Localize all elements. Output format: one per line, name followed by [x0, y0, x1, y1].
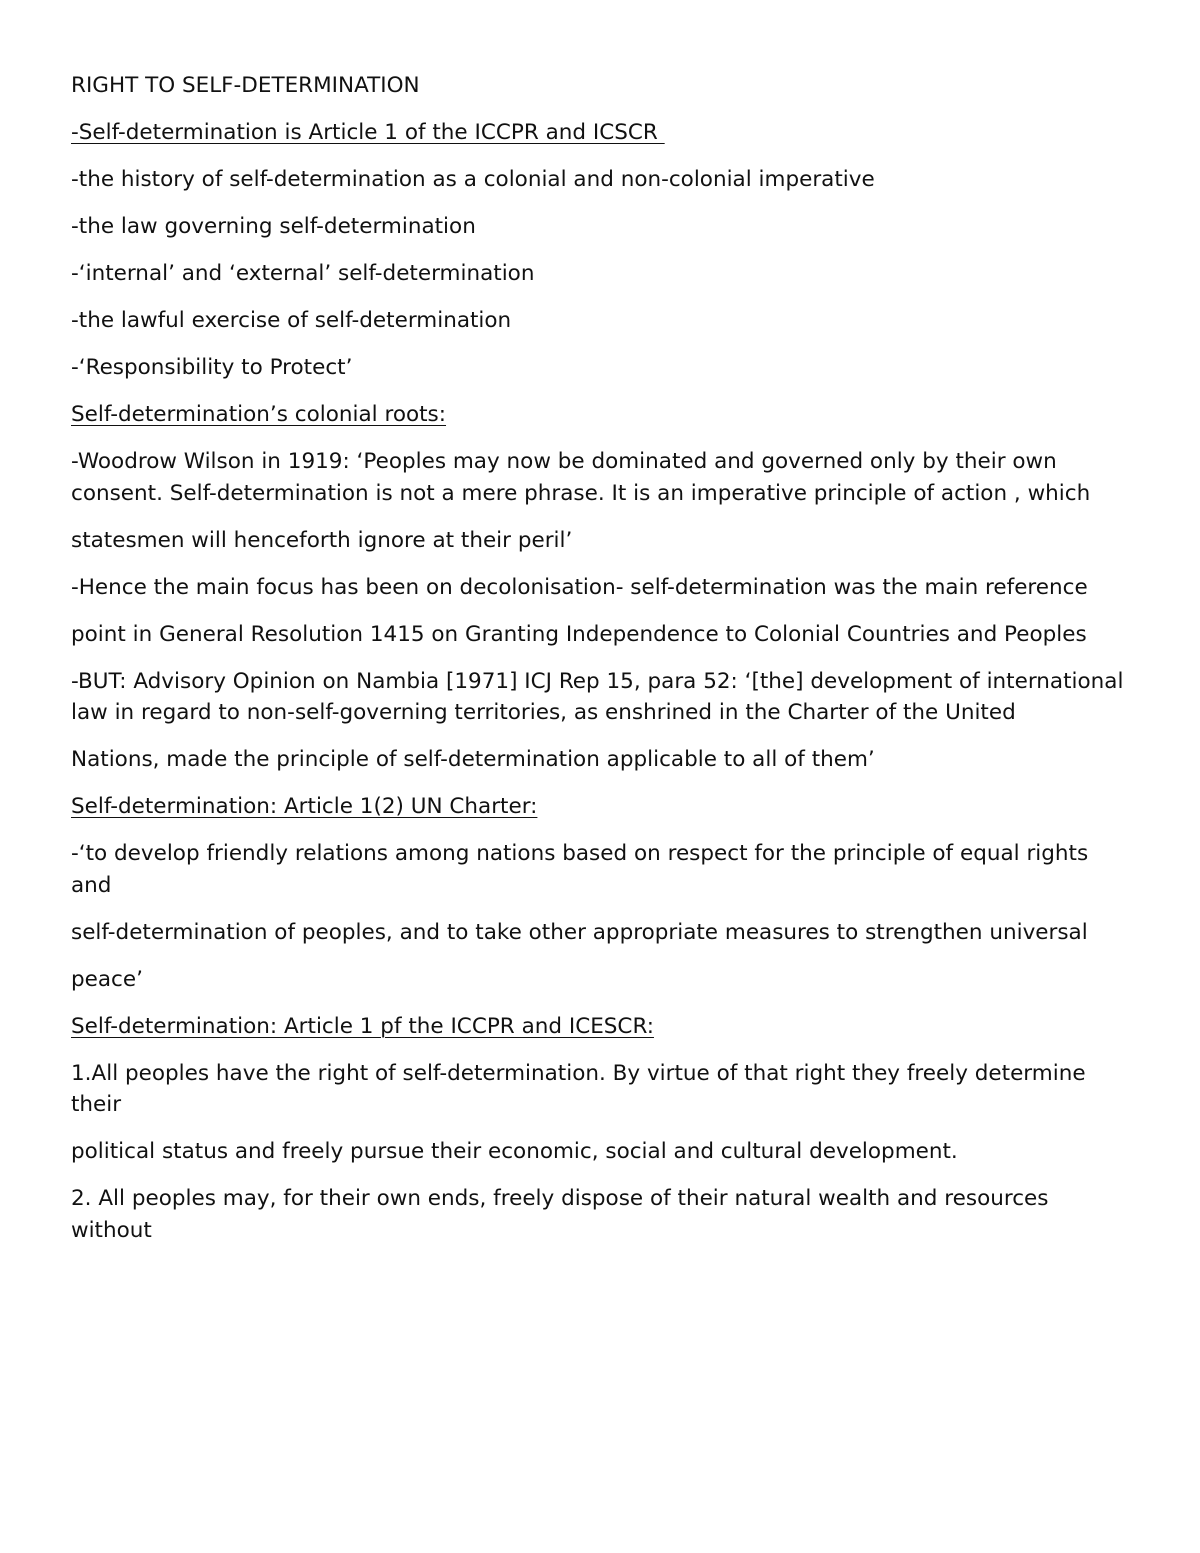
un-charter-quote-continued: self-determination of peoples, and to take other appropriate measures to strengthen universal — [71, 919, 1088, 945]
article-1-clause-1-continued: political status and freely pursue their economic, social and cultural development. — [71, 1139, 958, 1164]
document-body — [71, 70, 1131, 1262]
article-1-clause-1: 1.All peoples have the right of self-determination. By virtue of that right they freely determine their — [71, 1060, 1093, 1117]
document-title: RIGHT TO SELF-DETERMINATION — [71, 73, 420, 98]
intro-heading: -Self-determination is Article 1 of the ICCPR and ICSCR — [71, 120, 665, 145]
un-charter-quote: -‘to develop friendly relations among nations based on respect for the principle of equal rights and — [71, 841, 1096, 898]
colonial-roots-heading: Self-determination’s colonial roots: — [71, 402, 447, 427]
topic-history: -the history of self-determination as a colonial and non-colonial imperative — [71, 167, 875, 192]
wilson-quote-continued: statesmen will henceforth ignore at their peril’ — [71, 527, 573, 553]
namibia-opinion-paragraph: -BUT: Advisory Opinion on Nambia [1971] ICJ Rep 15, para 52: ‘[the] development of international law in regard to non-self-governing territories, as enshrined in the Charter of the United — [71, 668, 1131, 725]
article-1-clause-2: 2. All peoples may, for their own ends, freely dispose of their natural wealth and resources without — [71, 1186, 1056, 1243]
un-charter-heading: Self-determination: Article 1(2) UN Charter: — [71, 794, 538, 819]
topic-lawful-exercise: -the lawful exercise of self-determination — [71, 308, 512, 333]
iccpr-icescr-heading: Self-determination: Article 1 pf the ICCPR and ICESCR: — [71, 1013, 654, 1039]
un-charter-quote-end: peace’ — [71, 966, 143, 992]
decolonisation-paragraph: -Hence the main focus has been on decolonisation- self-determination was the main reference — [71, 574, 1088, 600]
topic-internal-external: -‘internal’ and ‘external’ self-determination — [71, 261, 535, 286]
namibia-opinion-continued: Nations, made the principle of self-determination applicable to all of them’ — [71, 747, 875, 772]
resolution-1415-paragraph: point in General Resolution 1415 on Granting Independence to Colonial Countries and Peoples — [71, 621, 1087, 647]
topic-r2p: -‘Responsibility to Protect’ — [71, 355, 353, 380]
wilson-quote: -Woodrow Wilson in 1919: ‘Peoples may now be dominated and governed only by their own consent. Self-determination is not a mere phrase. It is an imperative principle of action , which — [71, 449, 1091, 506]
topic-law: -the law governing self-determination — [71, 214, 476, 239]
